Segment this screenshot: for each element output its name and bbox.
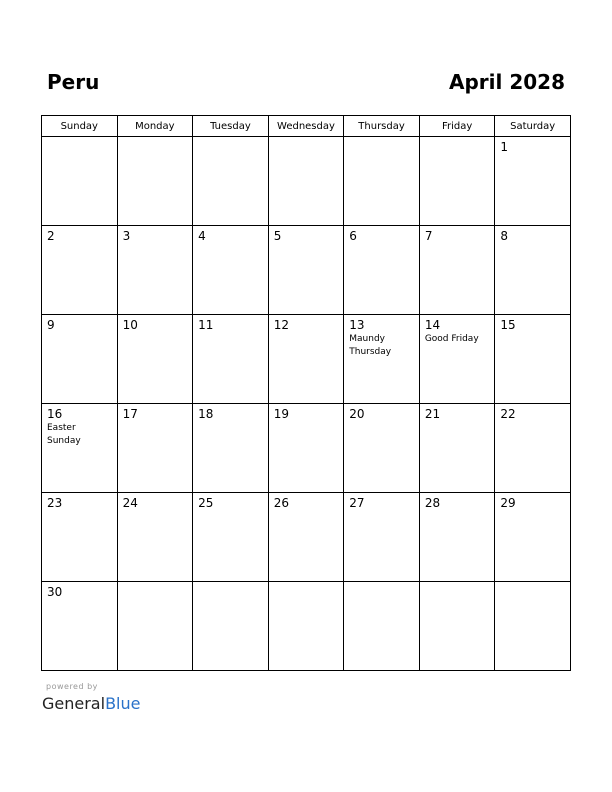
brand-general-text: General — [42, 694, 106, 713]
day-cell — [419, 315, 495, 404]
day-number: 25 — [198, 496, 214, 510]
weekday-header: Wednesday — [268, 116, 344, 137]
day-cell — [495, 315, 571, 404]
weekday-header: Thursday — [344, 116, 420, 137]
day-number: 22 — [500, 407, 516, 421]
day-number: 12 — [273, 318, 289, 332]
day-number: 30 — [47, 585, 63, 599]
day-number: 8 — [500, 229, 509, 243]
weekday-header: Tuesday — [193, 116, 269, 137]
day-cell — [42, 582, 118, 671]
day-number: 21 — [424, 407, 441, 421]
day-number: 9 — [47, 318, 55, 332]
day-number: 5 — [273, 229, 282, 243]
day-cell — [495, 137, 571, 226]
weekday-header: Saturday — [495, 116, 571, 137]
day-number: 18 — [198, 407, 214, 421]
day-cell — [42, 315, 118, 404]
week-row — [42, 404, 571, 493]
holiday-label: Good Friday — [424, 334, 479, 344]
day-number: 13 — [349, 318, 365, 332]
day-cell — [495, 582, 571, 671]
week-row — [42, 582, 571, 671]
day-cell — [193, 226, 269, 315]
day-cell — [117, 137, 193, 226]
day-cell — [268, 582, 344, 671]
holiday-label: Easter Sunday — [47, 423, 81, 446]
day-number: 3 — [122, 229, 131, 243]
day-cell — [268, 404, 344, 493]
day-cell — [344, 226, 420, 315]
day-number: 29 — [500, 496, 516, 510]
day-number: 1 — [500, 140, 509, 154]
day-number: 26 — [273, 496, 289, 510]
day-number: 28 — [424, 496, 441, 510]
day-cell — [419, 582, 495, 671]
day-cell — [42, 226, 118, 315]
day-cell — [42, 493, 118, 582]
day-cell — [419, 404, 495, 493]
day-number: 23 — [47, 496, 63, 510]
day-cell — [268, 493, 344, 582]
day-number: 19 — [273, 407, 289, 421]
weekday-header: Sunday — [42, 116, 118, 137]
day-number: 15 — [500, 318, 516, 332]
day-number: 27 — [349, 496, 365, 510]
calendar-grid — [41, 115, 571, 671]
weekday-header-row — [42, 116, 571, 137]
generalblue-logo — [42, 694, 140, 713]
day-cell — [344, 315, 420, 404]
day-cell — [193, 315, 269, 404]
day-cell — [419, 226, 495, 315]
day-cell — [193, 582, 269, 671]
day-cell — [495, 226, 571, 315]
day-cell — [419, 493, 495, 582]
brand-blue-text: Blue — [105, 694, 141, 713]
day-cell — [117, 582, 193, 671]
day-cell — [344, 404, 420, 493]
weekday-header: Friday — [419, 116, 495, 137]
day-number: 2 — [47, 229, 55, 243]
holiday-label: Maundy Thursday — [349, 334, 392, 357]
day-cell — [117, 226, 193, 315]
day-number: 7 — [424, 229, 433, 243]
day-cell — [268, 315, 344, 404]
day-cell — [268, 137, 344, 226]
week-row — [42, 315, 571, 404]
day-cell — [117, 404, 193, 493]
week-row — [42, 493, 571, 582]
day-cell — [117, 315, 193, 404]
day-cell — [344, 137, 420, 226]
month-title: April 2028 — [449, 70, 565, 94]
day-cell — [268, 226, 344, 315]
day-number: 11 — [198, 318, 214, 332]
day-number: 24 — [122, 496, 138, 510]
day-number: 16 — [47, 407, 63, 421]
day-number: 20 — [349, 407, 365, 421]
day-cell — [344, 493, 420, 582]
day-number: 4 — [198, 229, 206, 243]
weekday-header: Monday — [117, 116, 193, 137]
day-cell — [117, 493, 193, 582]
day-cell — [193, 137, 269, 226]
day-cell — [193, 404, 269, 493]
day-cell — [193, 493, 269, 582]
day-cell — [42, 404, 118, 493]
day-cell — [495, 493, 571, 582]
day-cell — [42, 137, 118, 226]
day-number: 17 — [122, 407, 138, 421]
day-cell — [344, 582, 420, 671]
week-row — [42, 226, 571, 315]
day-number: 6 — [349, 229, 357, 243]
day-number: 14 — [424, 318, 441, 332]
country-title: Peru — [47, 70, 100, 94]
day-number: 10 — [122, 318, 138, 332]
week-row — [42, 137, 571, 226]
day-cell — [419, 137, 495, 226]
powered-by-text: powered by — [46, 682, 98, 691]
day-cell — [495, 404, 571, 493]
